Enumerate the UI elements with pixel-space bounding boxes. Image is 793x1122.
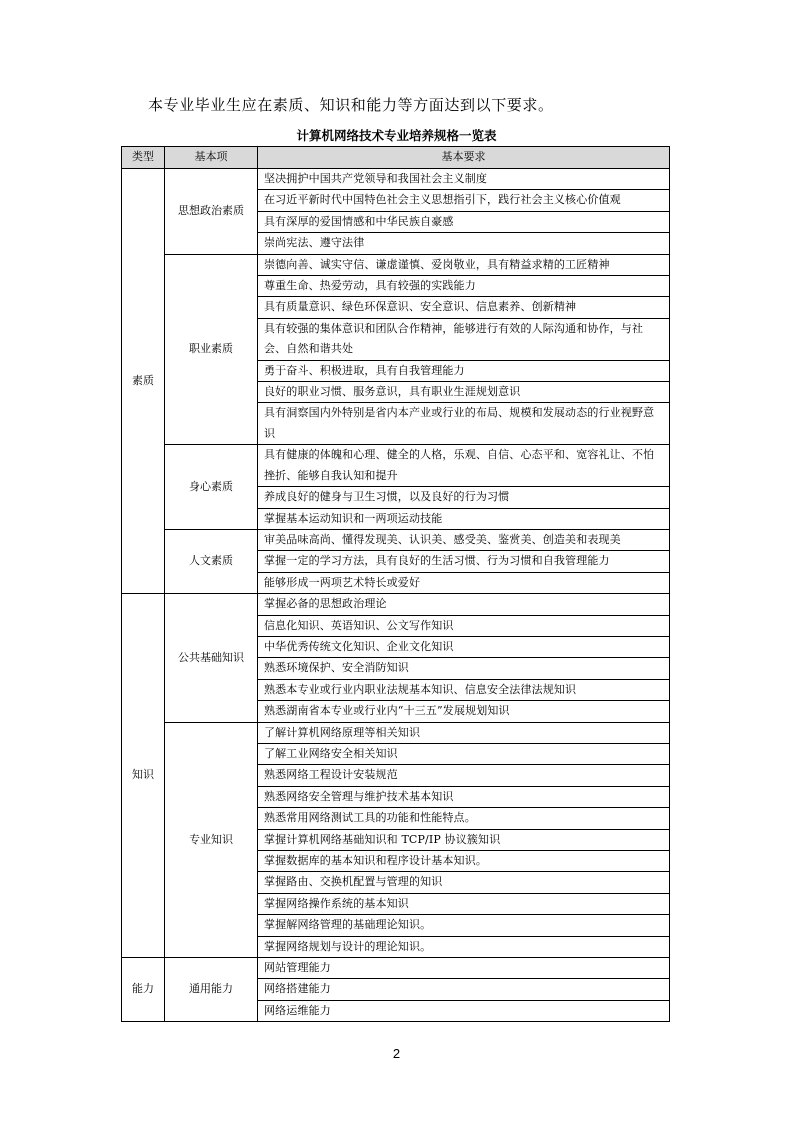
requirement-cell: 掌握计算机网络基础知识和 TCP/IP 协议簇知识 <box>258 829 670 850</box>
requirement-cell: 能够形成一两项艺术特长或爱好 <box>258 572 670 593</box>
category-cell: 素质 <box>122 169 165 594</box>
table-row <box>122 445 670 487</box>
page-number: 2 <box>392 1046 401 1061</box>
item-cell: 身心素质 <box>165 445 258 530</box>
requirement-cell: 掌握数据库的基本知识和程序设计基本知识。 <box>258 851 670 872</box>
requirement-cell: 中华优秀传统文化知识、企业文化知识 <box>258 636 670 657</box>
item-cell: 通用能力 <box>165 958 258 1022</box>
item-cell: 专业知识 <box>165 722 258 957</box>
requirement-cell: 网络搭建能力 <box>258 979 670 1000</box>
requirement-cell: 勇于奋斗、积极进取，具有自我管理能力 <box>258 360 670 381</box>
table-row <box>122 254 670 275</box>
category-cell: 能力 <box>122 958 165 1022</box>
item-cell: 公共基础知识 <box>165 594 258 722</box>
requirement-cell: 掌握网络操作系统的基本知识 <box>258 893 670 914</box>
requirement-cell: 网站管理能力 <box>258 958 670 979</box>
requirement-cell: 审美品味高尚、懂得发现美、认识美、感受美、鉴赏美、创造美和表现美 <box>258 529 670 550</box>
item-cell: 思想政治素质 <box>165 169 258 255</box>
table-row <box>122 722 670 743</box>
requirement-cell: 尊重生命、热爱劳动，具有较强的实践能力 <box>258 276 670 297</box>
requirement-cell: 具有较强的集体意识和团队合作精神，能够进行有效的人际沟通和协作，与社会、自然和谐共处 <box>258 318 670 360</box>
requirement-cell: 掌握一定的学习方法，具有良好的生活习惯、行为习惯和自我管理能力 <box>258 551 670 572</box>
requirement-cell: 了解工业网络安全相关知识 <box>258 743 670 764</box>
requirement-cell: 掌握基本运动知识和一两项运动技能 <box>258 508 670 529</box>
requirement-cell: 养成良好的健身与卫生习惯，以及良好的行为习惯 <box>258 487 670 508</box>
requirement-cell: 在习近平新时代中国特色社会主义思想指引下，践行社会主义核心价值观 <box>258 190 670 211</box>
requirement-cell: 了解计算机网络原理等相关知识 <box>258 722 670 743</box>
requirement-cell: 掌握解网络管理的基础理论知识。 <box>258 915 670 936</box>
requirement-cell: 坚决拥护中国共产党领导和我国社会主义制度 <box>258 169 670 190</box>
requirement-cell: 熟悉本专业或行业内职业法规基本知识、信息安全法律法规知识 <box>258 679 670 700</box>
header-item: 基本项 <box>165 147 258 169</box>
requirement-cell: 具有深厚的爱国情感和中华民族自豪感 <box>258 211 670 232</box>
requirement-cell: 熟悉网络安全管理与维护技术基本知识 <box>258 786 670 807</box>
requirement-cell: 掌握网络规划与设计的理论知识。 <box>258 936 670 957</box>
requirement-cell: 熟悉环境保护、安全消防知识 <box>258 658 670 679</box>
header-requirement: 基本要求 <box>258 147 670 169</box>
table-header-row <box>122 147 670 169</box>
requirement-cell: 熟悉网络工程设计安装规范 <box>258 765 670 786</box>
requirement-cell: 崇尚宪法、遵守法律 <box>258 233 670 254</box>
item-cell: 人文素质 <box>165 529 258 593</box>
requirement-cell: 具有洞察国内外特别是省内本产业或行业的布局、规模和发展动态的行业视野意识 <box>258 403 670 445</box>
requirement-cell: 掌握必备的思想政治理论 <box>258 594 670 615</box>
table-row <box>122 169 670 190</box>
category-cell: 知识 <box>122 594 165 958</box>
requirement-cell: 具有质量意识、绿色环保意识、安全意识、信息素养、创新精神 <box>258 297 670 318</box>
item-cell: 职业素质 <box>165 254 258 445</box>
requirement-cell: 崇德向善、诚实守信、谦虚谨慎、爱岗敬业，具有精益求精的工匠精神 <box>258 254 670 275</box>
requirement-cell: 熟悉常用网络测试工具的功能和性能特点。 <box>258 808 670 829</box>
training-spec-table <box>121 146 670 1022</box>
table-row <box>122 958 670 979</box>
requirement-cell: 掌握路由、交换机配置与管理的知识 <box>258 872 670 893</box>
requirement-cell: 良好的职业习惯、服务意识，具有职业生涯规划意识 <box>258 382 670 403</box>
requirement-cell: 具有健康的体魄和心理、健全的人格，乐观、自信、心态平和、宽容礼让、不怕挫折、能够自我认知和提升 <box>258 445 670 487</box>
header-type: 类型 <box>122 147 165 169</box>
table-row <box>122 529 670 550</box>
table-row <box>122 594 670 615</box>
intro-paragraph: 本专业毕业生应在素质、知识和能力等方面达到以下要求。 <box>148 96 554 114</box>
table-title: 计算机网络技术专业培养规格一览表 <box>296 128 497 143</box>
requirement-cell: 信息化知识、英语知识、公文写作知识 <box>258 615 670 636</box>
requirement-cell: 网络运维能力 <box>258 1000 670 1021</box>
requirement-cell: 熟悉湖南省本专业或行业内“十三五”发展规划知识 <box>258 701 670 722</box>
